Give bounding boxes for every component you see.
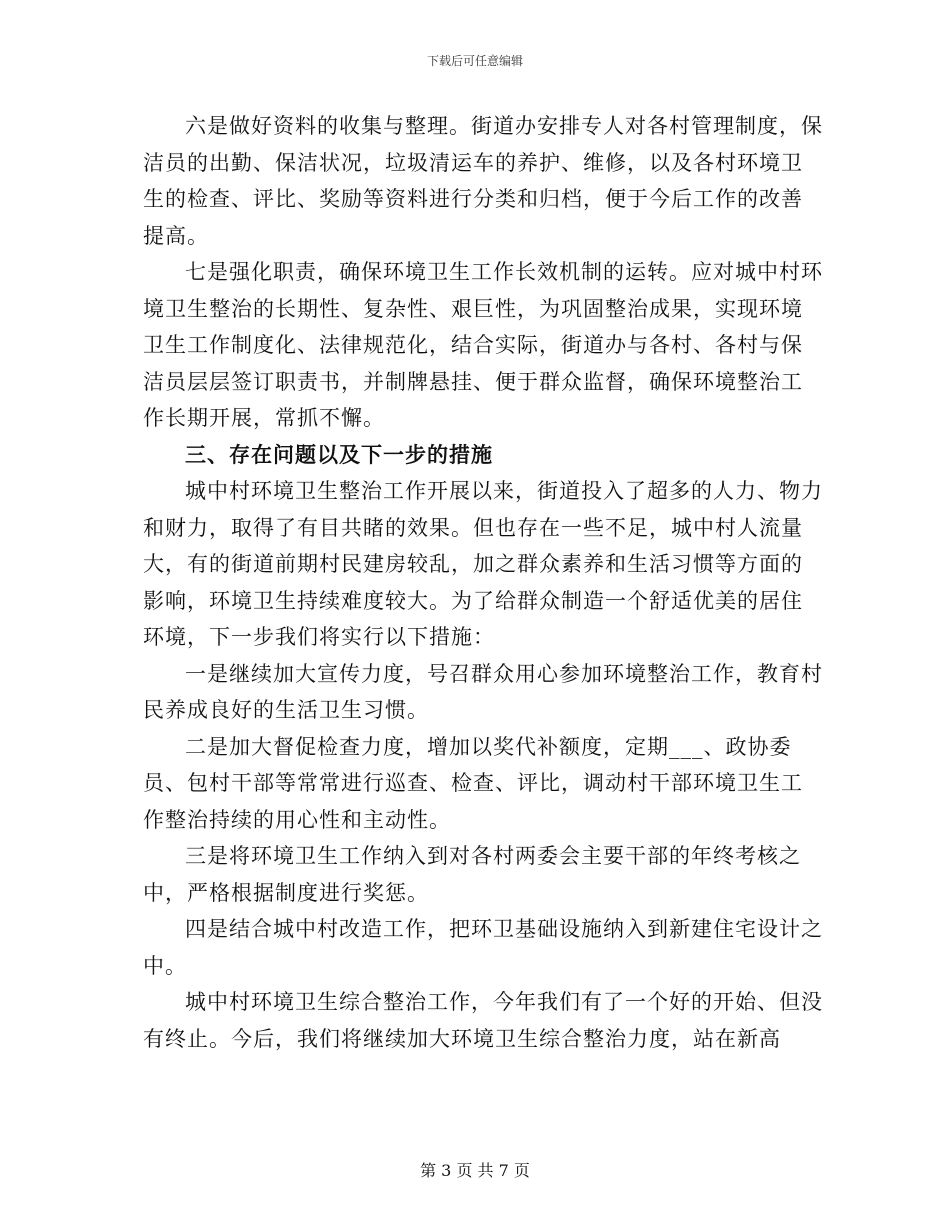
page-header-note: 下载后可任意编辑	[426, 54, 523, 68]
paragraph: 七是强化职责，确保环境卫生工作长效机制的运转。应对城中村环境卫生整治的长期性、复杂性、艰巨性，为巩固整治成果，实现环境卫生工作制度化、法律规范化，结合实际，街道办与各村、各村与保洁员层层签订职责书，并制牌悬挂、便于群众监督，确保环境整治工作长期开展，常抓不懈。	[143, 260, 823, 430]
document-body	[143, 108, 823, 1057]
paragraph: 三是将环境卫生工作纳入到对各村两委会主要干部的年终考核之中，严格根据制度进行奖惩。	[143, 844, 801, 905]
section-heading: 三、存在问题以及下一步的措施	[185, 441, 493, 467]
paragraph: 二是加大督促检查力度，增加以奖代补额度，定期___、政协委员、包村干部等常常进行巡查、检查、评比，调动村干部环境卫生工作整治持续的用心性和主动性。	[143, 734, 803, 832]
paragraph: 四是结合城中村改造工作，把环卫基础设施纳入到新建住宅设计之中。	[143, 917, 823, 978]
paragraph: 城中村环境卫生综合整治工作，今年我们有了一个好的开始、但没有终止。今后，我们将继续加大环境卫生综合整治力度，站在新高	[143, 990, 823, 1051]
paragraph: 一是继续加大宣传力度，号召群众用心参加环境整治工作，教育村民养成良好的生活卫生习惯。	[143, 661, 823, 722]
paragraph: 城中村环境卫生整治工作开展以来，街道投入了超多的人力、物力和财力，取得了有目共睹的效果。但也存在一些不足，城中村人流量大，有的街道前期村民建房较乱，加之群众素养和生活习惯等方面的影响，环境卫生持续难度较大。为了给群众制造一个舒适优美的居住环境，下一步我们将实行以下措施：	[143, 479, 823, 649]
paragraph: 六是做好资料的收集与整理。街道办安排专人对各村管理制度，保洁员的出勤、保洁状况，垃圾清运车的养护、维修，以及各村环境卫生的检查、评比、奖励等资料进行分类和归档，便于今后工作的改善提高。	[143, 114, 823, 248]
page-number-footer: 第 3 页 共 7 页	[420, 1161, 530, 1180]
